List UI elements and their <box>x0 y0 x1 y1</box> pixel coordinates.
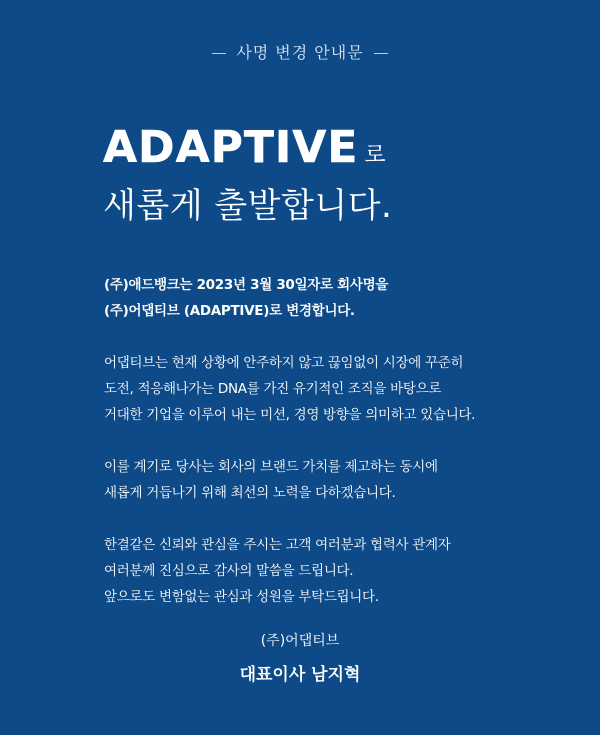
dash-right-decoration <box>374 53 388 54</box>
paragraph-line: 도전, 적응해나가는 DNA를 가진 유기적인 조직을 바탕으로 <box>104 381 442 397</box>
paragraph-line: 앞으로도 변함없는 관심과 성원을 부탁드립니다. <box>104 589 379 605</box>
notice-title: 사명 변경 안내문 <box>236 43 364 62</box>
paragraph-name-change <box>104 272 564 324</box>
paragraph-line: 여러분께 진심으로 감사의 말씀을 드립니다. <box>104 563 354 579</box>
announcement-body <box>104 272 564 636</box>
paragraph-line: 새롭게 거듭나기 위해 최선의 노력을 다하겠습니다. <box>104 485 396 501</box>
notice-header <box>0 40 600 63</box>
paragraph-line: (주)애드뱅크는 2023년 3월 30일자로 회사명을 <box>104 277 389 293</box>
hero <box>103 120 523 228</box>
ceo-name: 대표이사 남지혁 <box>239 665 361 685</box>
dash-left-decoration <box>212 53 226 54</box>
brand-suffix: 로 <box>364 143 386 168</box>
paragraph-meaning <box>104 350 564 428</box>
hero-title: 새롭게 출발합니다. <box>103 186 393 226</box>
paragraph-line: 어댑티브는 현재 상황에 안주하지 않고 끊임없이 시장에 꾸준히 <box>104 355 464 371</box>
paragraph-line: 한결같은 신뢰와 관심을 주시는 고객 여러분과 협력사 관계자 <box>104 537 451 553</box>
paragraph-commitment <box>104 454 564 506</box>
paragraph-line: (주)어댑티브 (ADAPTIVE)로 변경합니다. <box>104 303 355 319</box>
paragraph-thanks <box>104 532 564 610</box>
signature <box>0 630 600 686</box>
company-name: (주)어댑티브 <box>260 633 340 649</box>
paragraph-line: 거대한 기업을 이루어 내는 미션, 경영 방향을 의미하고 있습니다. <box>104 407 476 423</box>
paragraph-line: 이를 계기로 당사는 회사의 브랜드 가치를 제고하는 동시에 <box>104 459 438 475</box>
brand-logo: ADAPTIVE <box>103 122 359 173</box>
brand-line <box>103 120 523 173</box>
